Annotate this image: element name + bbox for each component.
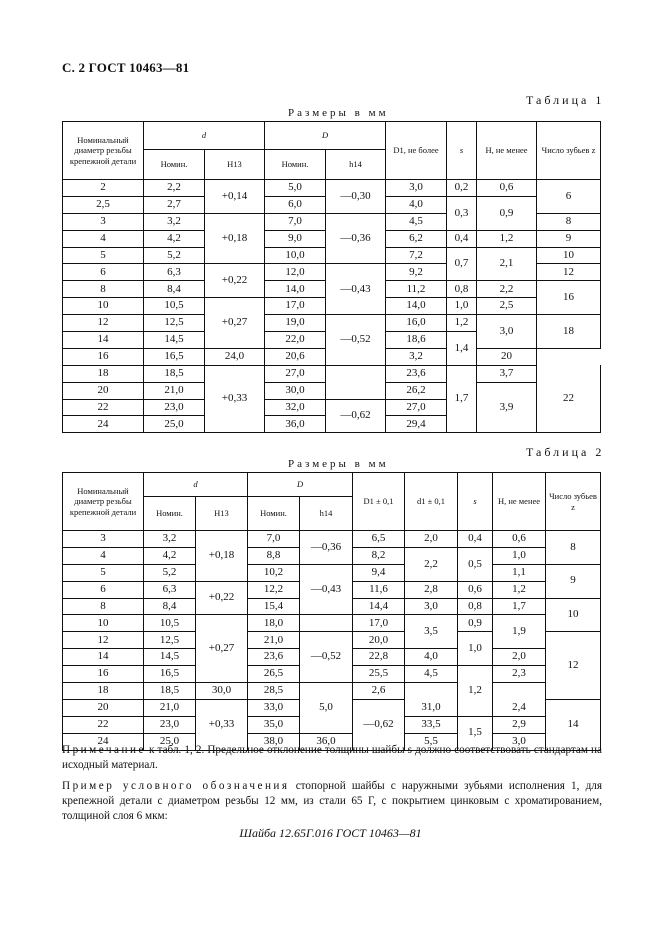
table-cell: 10 bbox=[546, 598, 601, 632]
table-cell: 1,2 bbox=[493, 581, 546, 598]
table-cell: 2,2 bbox=[477, 281, 537, 298]
table-cell: 9 bbox=[537, 230, 601, 247]
table-cell: 0,4 bbox=[458, 531, 493, 548]
table-cell: 18,5 bbox=[144, 683, 196, 700]
table-cell: 1,0 bbox=[447, 298, 477, 315]
table-cell: 3,2 bbox=[144, 213, 205, 230]
table1 bbox=[62, 121, 601, 433]
table-cell: 26,2 bbox=[386, 382, 447, 399]
table-cell: 12 bbox=[537, 264, 601, 281]
table-cell: 25,0 bbox=[144, 416, 205, 433]
t2-h-z: Число зубьев z bbox=[546, 473, 601, 531]
table-cell: 4,5 bbox=[386, 213, 447, 230]
table-cell: 22,0 bbox=[265, 332, 326, 349]
table-cell: 8 bbox=[546, 531, 601, 565]
table-cell: 0,9 bbox=[458, 615, 493, 632]
table-cell: 1,2 bbox=[458, 666, 493, 717]
table-cell: 6 bbox=[63, 264, 144, 281]
table-cell: 2 bbox=[63, 180, 144, 197]
table-cell: 2,2 bbox=[405, 547, 458, 581]
table-cell: +0,18 bbox=[205, 213, 265, 264]
table-cell: 25,0 bbox=[144, 733, 196, 750]
t2-h-s: s bbox=[458, 473, 493, 531]
table-cell: +0,18 bbox=[196, 531, 248, 582]
table-cell: 1,5 bbox=[458, 716, 493, 750]
table-cell bbox=[300, 615, 353, 632]
table-cell: 1,4 bbox=[447, 332, 477, 366]
table-cell: 23,0 bbox=[144, 716, 196, 733]
table-cell: 14,4 bbox=[353, 598, 405, 615]
table-note bbox=[62, 743, 602, 773]
table-cell: 2,1 bbox=[477, 247, 537, 281]
table-cell: 2,8 bbox=[405, 581, 458, 598]
table-cell: 3,2 bbox=[144, 531, 196, 548]
table-cell: 4,5 bbox=[405, 666, 458, 683]
t2-h-D: D bbox=[248, 473, 353, 497]
table-cell: 4,0 bbox=[405, 649, 458, 666]
table-cell: 3,0 bbox=[386, 180, 447, 197]
example-text: стопорной шайбы с наружными зубьями исполнения 1, для крепежной детали с диаметром резьбы 12 мм, из стали 65 Г, с покрытием цинковым с хроматированием, толщиной слоя 6 мкм: bbox=[62, 780, 602, 822]
table-cell: 0,4 bbox=[447, 230, 477, 247]
table-cell: 0,6 bbox=[493, 531, 546, 548]
table-cell: 18 bbox=[537, 315, 601, 349]
table-cell: 23,0 bbox=[144, 399, 205, 416]
table-cell: 1,0 bbox=[458, 632, 493, 666]
table-cell: 5,0 bbox=[300, 683, 353, 734]
table-cell: 30,0 bbox=[196, 683, 248, 700]
table-cell: 20,0 bbox=[353, 632, 405, 649]
table-cell: 0,3 bbox=[447, 196, 477, 230]
table-cell: 6,3 bbox=[144, 264, 205, 281]
table-cell: 2,0 bbox=[493, 649, 546, 666]
table-cell: 5,0 bbox=[265, 180, 326, 197]
table-cell: 10,0 bbox=[265, 247, 326, 264]
table-cell: 9,2 bbox=[386, 264, 447, 281]
table-cell: 3,9 bbox=[477, 382, 537, 433]
table-cell: 14,0 bbox=[265, 281, 326, 298]
table-cell: 12,2 bbox=[248, 581, 300, 598]
table-cell: 10,5 bbox=[144, 615, 196, 632]
t2-h-d-nom: Номин. bbox=[144, 497, 196, 531]
table-cell: 29,4 bbox=[386, 416, 447, 433]
table-cell: 6,0 bbox=[265, 196, 326, 213]
table2-caption: Размеры в мм bbox=[288, 458, 389, 470]
table-cell bbox=[326, 365, 386, 399]
table-cell: 32,0 bbox=[265, 399, 326, 416]
table-cell: 8 bbox=[63, 598, 144, 615]
table-cell: 2,2 bbox=[144, 180, 205, 197]
table-cell: 10,2 bbox=[248, 564, 300, 581]
table-cell: —0,43 bbox=[326, 264, 386, 315]
table-cell: 1,9 bbox=[493, 615, 546, 649]
table-cell: 22 bbox=[63, 716, 144, 733]
table-cell: 2,9 bbox=[493, 716, 546, 733]
table-cell: 21,0 bbox=[144, 699, 196, 716]
table2-title: Таблица 2 bbox=[526, 445, 605, 459]
table-cell: 22 bbox=[63, 399, 144, 416]
table-cell: 22 bbox=[537, 365, 601, 433]
t2-h-d: d bbox=[144, 473, 248, 497]
t1-h-z: Число зубьев z bbox=[537, 122, 601, 180]
table-cell: 2,7 bbox=[144, 196, 205, 213]
table-cell: 6,3 bbox=[144, 581, 196, 598]
table-cell: 10 bbox=[537, 247, 601, 264]
table-cell: 16,5 bbox=[144, 666, 196, 683]
table-cell: 18 bbox=[63, 365, 144, 382]
table-cell: 18,5 bbox=[144, 365, 205, 382]
table-cell: 3 bbox=[63, 531, 144, 548]
table-cell: 9 bbox=[546, 564, 601, 598]
table-cell: 7,0 bbox=[265, 213, 326, 230]
table-cell: 14 bbox=[63, 332, 144, 349]
table-cell: 24,0 bbox=[205, 348, 265, 365]
table-cell: 12 bbox=[63, 315, 144, 332]
table-cell: 0,8 bbox=[458, 598, 493, 615]
table-cell: —0,62 bbox=[326, 399, 386, 433]
t1-h-s: s bbox=[447, 122, 477, 180]
table-cell: 14,5 bbox=[144, 332, 205, 349]
t2-h-d-h13: H13 bbox=[196, 497, 248, 531]
table-cell: 2,3 bbox=[493, 666, 546, 683]
table-cell: +0,22 bbox=[205, 264, 265, 298]
table-cell: 27,0 bbox=[386, 399, 447, 416]
t2-h-D1: D1 ± 0,1 bbox=[353, 473, 405, 531]
table1-caption: Размеры в мм bbox=[288, 107, 389, 119]
t1-h-D-nom: Номин. bbox=[265, 150, 326, 180]
table-cell: 3,0 bbox=[477, 315, 537, 349]
table-cell: 35,0 bbox=[248, 716, 300, 733]
table-cell: 27,0 bbox=[265, 365, 326, 382]
page-header: С. 2 ГОСТ 10463—81 bbox=[62, 60, 190, 75]
table-cell: 26,5 bbox=[248, 666, 300, 683]
table-cell: 36,0 bbox=[265, 416, 326, 433]
table-cell: 11,6 bbox=[353, 581, 405, 598]
table-cell: —0,52 bbox=[300, 632, 353, 683]
table-cell: 4,2 bbox=[144, 230, 205, 247]
table-cell: 3 bbox=[63, 213, 144, 230]
t1-h-D1: D1, не более bbox=[386, 122, 447, 180]
table-cell: 18,6 bbox=[386, 332, 447, 349]
table-cell: 20,6 bbox=[265, 348, 326, 365]
table-cell: 8,8 bbox=[248, 547, 300, 564]
table-cell: 2,0 bbox=[405, 531, 458, 548]
table-cell: 21,0 bbox=[248, 632, 300, 649]
table-cell: 1,2 bbox=[447, 315, 477, 332]
table-cell: 3,5 bbox=[405, 615, 458, 649]
t1-h-D-h14: h14 bbox=[326, 150, 386, 180]
table-cell: 21,0 bbox=[144, 382, 205, 399]
table-cell: 14 bbox=[63, 649, 144, 666]
table-cell: 2,5 bbox=[63, 196, 144, 213]
table-cell: 0,8 bbox=[447, 281, 477, 298]
table-cell: 17,0 bbox=[265, 298, 326, 315]
table-cell: 17,0 bbox=[353, 615, 405, 632]
table-cell: 24 bbox=[63, 416, 144, 433]
table-cell: 10 bbox=[63, 298, 144, 315]
table-cell: 3,2 bbox=[386, 348, 447, 365]
table-cell: 4,2 bbox=[144, 547, 196, 564]
table-cell: 0,7 bbox=[447, 247, 477, 281]
table-cell: 9,4 bbox=[353, 564, 405, 581]
table-cell: 2,5 bbox=[477, 298, 537, 315]
table-cell: 15,4 bbox=[248, 598, 300, 615]
t2-h-D-h14: h14 bbox=[300, 497, 353, 531]
table-cell: 7,2 bbox=[386, 247, 447, 264]
table-cell: 5 bbox=[63, 247, 144, 264]
table-cell: 30,0 bbox=[265, 382, 326, 399]
table-cell: 1,1 bbox=[493, 564, 546, 581]
table-cell: —0,30 bbox=[326, 180, 386, 214]
table-cell: 4,0 bbox=[386, 196, 447, 213]
table-cell: 16 bbox=[63, 348, 144, 365]
table-cell: 5,2 bbox=[144, 564, 196, 581]
table-cell: 8 bbox=[63, 281, 144, 298]
table-cell: 1,7 bbox=[493, 598, 546, 615]
table-cell: +0,33 bbox=[196, 699, 248, 750]
table-cell: 22,8 bbox=[353, 649, 405, 666]
table-cell: 8,4 bbox=[144, 281, 205, 298]
table-cell: 5 bbox=[63, 564, 144, 581]
table-cell: 18,0 bbox=[248, 615, 300, 632]
t2-h-nominal: Номинальный диаметр резьбы крепежной детали bbox=[63, 473, 144, 531]
table-cell: 5,2 bbox=[144, 247, 205, 264]
table1-title: Таблица 1 bbox=[526, 93, 605, 107]
table-cell: 36,0 bbox=[300, 733, 353, 750]
table-cell: 10 bbox=[63, 615, 144, 632]
table-cell: 0,5 bbox=[458, 547, 493, 581]
note-text: к табл. 1, 2. Предельное отклонение толщины шайбы s должно соответствовать стандартам на исходный материал. bbox=[62, 744, 602, 771]
table-cell: 3,0 bbox=[405, 598, 458, 615]
table-cell: 1,2 bbox=[477, 230, 537, 247]
table-cell: —0,52 bbox=[326, 315, 386, 366]
table-cell: 33,5 bbox=[405, 716, 458, 733]
table-cell: 4 bbox=[63, 547, 144, 564]
table-cell: +0,14 bbox=[205, 180, 265, 214]
table-cell: 33,0 bbox=[248, 699, 300, 716]
table-cell: 14,5 bbox=[144, 649, 196, 666]
note-label: Примечание bbox=[62, 744, 146, 756]
table-cell: 25,5 bbox=[353, 666, 405, 683]
table-cell: 16 bbox=[63, 666, 144, 683]
table-cell: 2,6 bbox=[353, 683, 405, 700]
table-cell: 18 bbox=[63, 683, 144, 700]
table-cell: 38,0 bbox=[248, 733, 300, 750]
table-cell: —0,43 bbox=[300, 564, 353, 615]
table-cell: 9,0 bbox=[265, 230, 326, 247]
table-cell: +0,27 bbox=[196, 615, 248, 683]
table-cell: —0,36 bbox=[300, 531, 353, 565]
table-cell: 0,6 bbox=[477, 180, 537, 197]
t1-h-d-h13: H13 bbox=[205, 150, 265, 180]
t2-h-D-nom: Номин. bbox=[248, 497, 300, 531]
table-cell: 0,6 bbox=[458, 581, 493, 598]
table-cell: 8,4 bbox=[144, 598, 196, 615]
table-cell: —0,62 bbox=[353, 699, 405, 750]
table-cell: 5,5 bbox=[405, 733, 458, 750]
table-cell: 20 bbox=[63, 382, 144, 399]
table-cell: 1,0 bbox=[493, 547, 546, 564]
table-cell: 11,2 bbox=[386, 281, 447, 298]
designation-string: Шайба 12.65Г.016 ГОСТ 10463—81 bbox=[239, 826, 422, 840]
t1-h-d-nom: Номин. bbox=[144, 150, 205, 180]
designation-example bbox=[62, 779, 602, 824]
table-cell: 6,2 bbox=[386, 230, 447, 247]
table-cell: 20 bbox=[63, 699, 144, 716]
t1-h-d: d bbox=[144, 122, 265, 150]
table-cell: 19,0 bbox=[265, 315, 326, 332]
table-cell: 6 bbox=[63, 581, 144, 598]
table-cell: 12,5 bbox=[144, 315, 205, 332]
table-cell: 14,0 bbox=[386, 298, 447, 315]
t1-h-nominal: Номинальный диаметр резьбы крепежной детали bbox=[63, 122, 144, 180]
table-cell: 12,0 bbox=[265, 264, 326, 281]
t2-h-d1: d1 ± 0,1 bbox=[405, 473, 458, 531]
table-cell: 28,5 bbox=[248, 683, 300, 700]
t1-h-D: D bbox=[265, 122, 386, 150]
table-cell: 3,7 bbox=[477, 365, 537, 382]
table-cell: 16 bbox=[537, 281, 601, 315]
table2 bbox=[62, 472, 601, 751]
table-cell: 23,6 bbox=[248, 649, 300, 666]
table-cell: +0,27 bbox=[205, 298, 265, 349]
table-cell: 8,2 bbox=[353, 547, 405, 564]
table-cell: 12 bbox=[546, 632, 601, 700]
table-cell: +0,33 bbox=[205, 365, 265, 433]
table-cell: 23,6 bbox=[386, 365, 447, 382]
example-label: Пример условного обозначения bbox=[62, 780, 290, 792]
table-cell: 12,5 bbox=[144, 632, 196, 649]
table-cell: 31,0 bbox=[405, 699, 458, 716]
table-cell: 6 bbox=[537, 180, 601, 214]
table-cell: 12 bbox=[63, 632, 144, 649]
table-cell: 3,0 bbox=[493, 733, 546, 750]
table-cell: 6,5 bbox=[353, 531, 405, 548]
t1-h-H: H, не менее bbox=[477, 122, 537, 180]
table-cell: 24 bbox=[63, 733, 144, 750]
table-cell: 7,0 bbox=[248, 531, 300, 548]
table-cell: 0,2 bbox=[447, 180, 477, 197]
table-cell: 20 bbox=[477, 348, 537, 365]
table-cell: 0,9 bbox=[477, 196, 537, 230]
table-cell: 16,5 bbox=[144, 348, 205, 365]
t2-h-H: H, не менее bbox=[493, 473, 546, 531]
table-cell: 2,4 bbox=[493, 699, 546, 716]
table-cell: 4 bbox=[63, 230, 144, 247]
table-cell: 14 bbox=[546, 699, 601, 750]
table-cell: 16,0 bbox=[386, 315, 447, 332]
table-cell: +0,22 bbox=[196, 581, 248, 615]
table-cell: —0,36 bbox=[326, 213, 386, 264]
table-cell: 10,5 bbox=[144, 298, 205, 315]
table-cell: 1,7 bbox=[447, 365, 477, 433]
table-cell: 8 bbox=[537, 213, 601, 230]
